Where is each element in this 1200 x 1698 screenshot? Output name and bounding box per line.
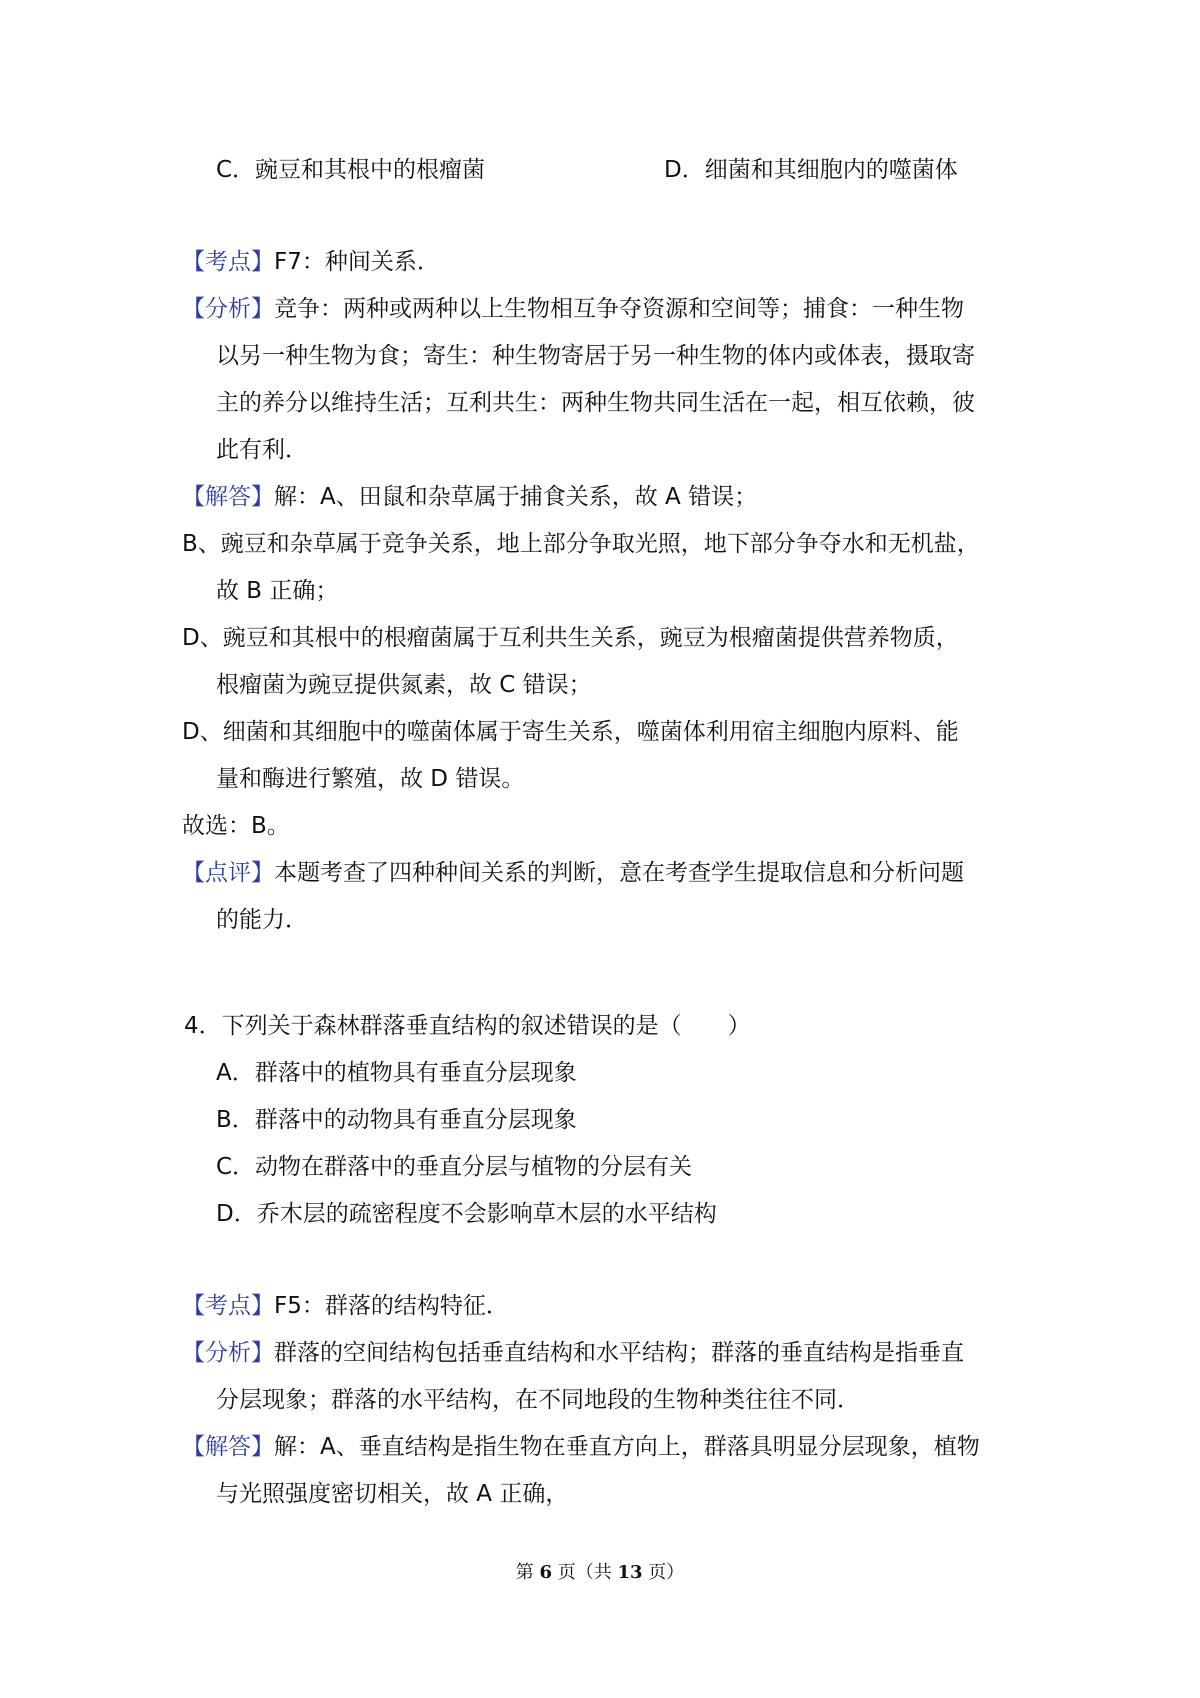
jieda-tag: 【解答】 [182, 1434, 274, 1460]
q3-option-c: C．豌豆和其根中的根瘤菌 [216, 157, 486, 183]
q4-stem: 4．下列关于森林群落垂直结构的叙述错误的是（ ） [184, 1013, 751, 1039]
q3-options-row [216, 154, 958, 186]
q3-jieda-line-1 [182, 481, 757, 513]
q4-option-c: C．动物在群落中的垂直分层与植物的分层有关 [216, 1154, 693, 1180]
q4-option-d: D．乔木层的疏密程度不会影响草木层的水平结构 [216, 1201, 717, 1227]
q3-jieda-line-7: 量和酶进行繁殖，故 D 错误。 [216, 766, 525, 792]
dianping-tag: 【点评】 [182, 860, 274, 886]
dianping-text: 本题考查了四种种间关系的判断，意在考查学生提取信息和分析问题 [274, 860, 964, 886]
q3-fenxi-line-2: 以另一种生物为食；寄生：种生物寄居于另一种生物的体内或体表，摄取寄 [216, 343, 975, 369]
q4-option-b: B．群落中的动物具有垂直分层现象 [216, 1107, 577, 1133]
q3-jieda-line-6: D、细菌和其细胞中的噬菌体属于寄生关系，噬菌体利用宿主细胞内原料、能 [182, 719, 959, 745]
q3-answer: 故选：B。 [182, 813, 290, 839]
q4-fenxi-line-2: 分层现象；群落的水平结构，在不同地段的生物种类往往不同． [216, 1387, 860, 1413]
jieda-text: 解：A、垂直结构是指生物在垂直方向上，群落具明显分层现象，植物 [274, 1434, 980, 1460]
q3-dianping-line-1 [182, 857, 964, 889]
jieda-text: 解：A、田鼠和杂草属于捕食关系，故 A 错误； [274, 484, 758, 510]
kaodian-text: F5：群落的结构特征． [274, 1293, 509, 1319]
q4-kaodian [182, 1290, 509, 1322]
kaodian-tag: 【考点】 [182, 249, 274, 275]
kaodian-text: F7：种间关系． [274, 249, 440, 275]
q3-kaodian [182, 246, 440, 278]
q3-fenxi-line-3: 主的养分以维持生活；互利共生：两种生物共同生活在一起，相互依赖，彼 [216, 390, 975, 416]
footer-total-pages: 13 [617, 1562, 643, 1583]
footer-post: 页） [642, 1562, 685, 1583]
q3-fenxi-line-1 [182, 293, 964, 325]
footer-pre: 第 [515, 1562, 540, 1583]
q4-jieda-line-1 [182, 1431, 980, 1463]
kaodian-tag: 【考点】 [182, 1293, 274, 1319]
q3-fenxi-line-4: 此有利． [216, 437, 308, 463]
fenxi-text: 竞争：两种或两种以上生物相互争夺资源和空间等；捕食：一种生物 [274, 296, 964, 322]
fenxi-tag: 【分析】 [182, 296, 274, 322]
page-footer [0, 1560, 1200, 1586]
q4-fenxi-line-1 [182, 1337, 964, 1369]
q3-jieda-line-2: B、豌豆和杂草属于竞争关系，地上部分争取光照，地下部分争夺水和无机盐， [182, 531, 980, 557]
q3-jieda-line-5: 根瘤菌为豌豆提供氮素，故 C 错误； [216, 672, 592, 698]
footer-page-number: 6 [539, 1562, 552, 1583]
fenxi-tag: 【分析】 [182, 1340, 274, 1366]
q4-jieda-line-2: 与光照强度密切相关，故 A 正确， [216, 1481, 569, 1507]
q3-jieda-line-4: D、豌豆和其根中的根瘤菌属于互利共生关系，豌豆为根瘤菌提供营养物质， [182, 625, 959, 651]
fenxi-text: 群落的空间结构包括垂直结构和水平结构；群落的垂直结构是指垂直 [274, 1340, 964, 1366]
footer-mid: 页（共 [552, 1562, 618, 1583]
q4-option-a: A．群落中的植物具有垂直分层现象 [216, 1060, 577, 1086]
q3-dianping-line-2: 的能力． [216, 907, 308, 933]
jieda-tag: 【解答】 [182, 484, 274, 510]
q3-jieda-line-3: 故 B 正确； [216, 578, 339, 604]
q3-option-d: D．细菌和其细胞内的噬菌体 [664, 157, 958, 183]
